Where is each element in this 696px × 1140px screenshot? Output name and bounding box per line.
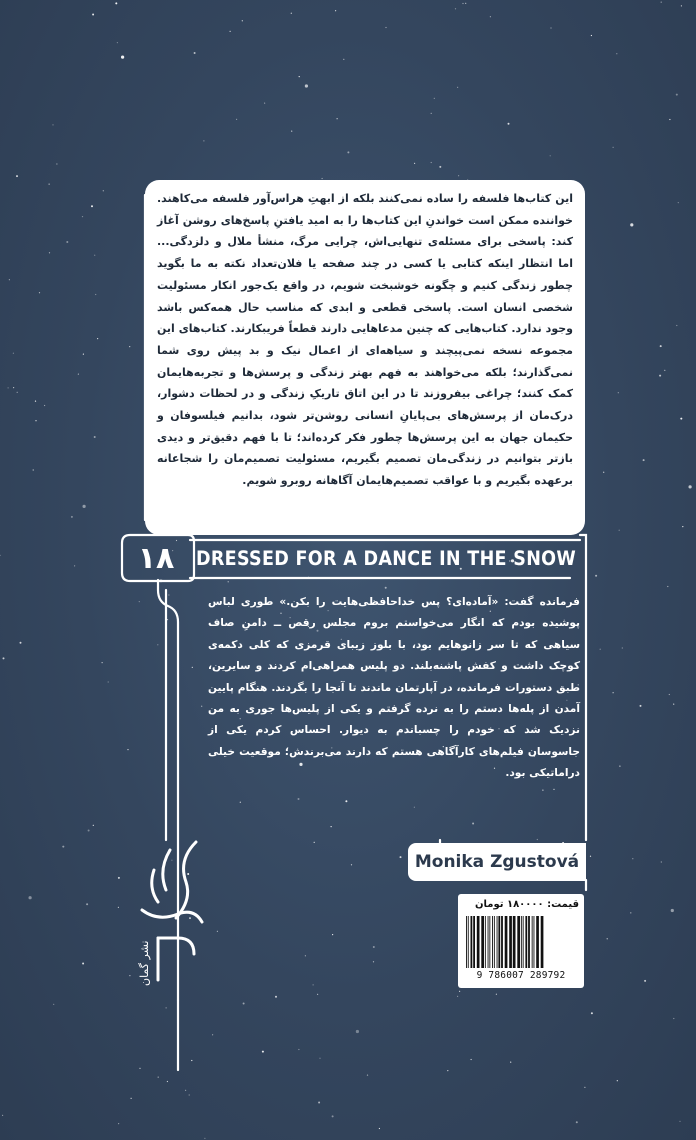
book-excerpt	[208, 592, 580, 837]
barcode-bar	[525, 916, 527, 968]
barcode-bar	[497, 916, 498, 968]
barcode-bar	[534, 916, 535, 968]
barcode-bar	[488, 916, 489, 968]
barcode-bar	[541, 916, 544, 968]
price-barcode-box	[458, 894, 584, 988]
barcode-bar	[509, 916, 512, 968]
barcode-bar	[536, 916, 539, 968]
barcode-bar	[513, 916, 516, 968]
barcode-bar	[532, 916, 533, 968]
series-number: ۱۸	[137, 540, 175, 576]
barcode	[464, 916, 578, 968]
barcode-bar	[523, 916, 524, 968]
series-description-panel	[145, 180, 585, 535]
barcode-bar	[517, 916, 520, 968]
publisher-name: نشر گمان	[138, 940, 151, 986]
series-logo	[118, 830, 218, 995]
barcode-bar	[466, 916, 467, 968]
barcode-bar	[471, 916, 473, 968]
barcode-bar	[473, 916, 475, 968]
isbn-number: 9 786007 289792	[476, 970, 566, 981]
series-description-text: این کتاب‌ها فلسفه را ساده نمی‌کنند بلکه از ابهتِ هراس‌آور فلسفه می‌کاهند. خواننده ممکن است خواندنِ این کتاب‌ها را به امید یافتنِ پاسخ‌های روشن آغاز کند: پاسخی برای مسئله‌ی تنهایی‌اش، چرایی مرگ، منشأ ملال و دلزدگی... اما انتظار اینکه کتابی یا کسی در چند صفحه یا فلان‌تعداد نکته به ما بگوید چطور زندگی کنیم و چگونه خوشبخت شویم، در واقع یک‌جور انکار مسئولیت شخصی انسان است. پاسخی قطعی و ابدی که مناسب حال همه‌کس باشد وجود ندارد. کتاب‌هایی که چنین مدعاهایی دارند قطعاً فریبکارند. کتاب‌های این مجموعه نسخه نمی‌پیچند و سیاهه‌ای از اعمال نیک و بد پیش روی شما نمی‌گذارند؛ بلکه می‌خواهند به فهم بهتر زندگی و پرسش‌ها و تجربه‌هایمان کمک کنند؛ چراغی بیفروزند تا در این اتاق تاریکِ زندگی و در لحظات دشوار، درک‌مان از پرسش‌های بی‌پایانِ انسانی روشن‌تر شود، بدانیم فیلسوفان و حکیمان جهان به این پرسش‌ها چطور فکر کرده‌اند؛ تا با فهم دقیق‌تر و دیدی بازتر بتوانیم در زندگی‌مان تصمیم بگیریم، مسئولیت تصمیم‌مان را شجاعانه برعهده بگیریم و با عواقب تصمیم‌هایمان آگاهانه روبرو شویم.	[157, 192, 573, 488]
barcode-bar	[498, 916, 500, 968]
barcode-bar	[485, 916, 486, 968]
barcode-bar	[477, 916, 480, 968]
barcode-bar	[501, 916, 503, 968]
book-title: DRESSED FOR A DANCE IN THE SNOW	[196, 547, 577, 570]
excerpt-text: فرمانده گفت: «آماده‌ای؟ پس خداحافظی‌هایت را بکن.» طوری لباس پوشیده بودم که انگار می‌خواستم بروم مجلس رقص ــ دامنِ صاف سیاهی که تا سر زانوهایم بود، با بلوز زیبای قرمزی که کلی دکمه‌ی کوچک داشت و کفش پاشنه‌بلند. دو پلیس همراهی‌ام کردند و سایرین، طبق دستورات فرمانده، در آپارتمان ماندند تا آنجا را بگردند. هنگام پایین آمدن از پله‌ها دستم را به نرده گرفتم و یکی از پلیس‌ها جوری به من نزدیک شد که خودم را چسباندم به دیوار. احساس کردم یکی از جاسوسان فیلم‌های کارآگاهی هستم که دارند می‌برندش؛ موقعیت خیلی دراماتیکی بود.	[208, 596, 580, 780]
barcode-bar	[489, 916, 490, 968]
author-name: Monika Zgustová	[408, 843, 586, 881]
barcode-bar	[528, 916, 530, 968]
price-label: قیمت: ۱۸۰۰۰۰ تومان	[474, 899, 579, 910]
barcode-bar	[468, 916, 469, 968]
barcode-bar	[494, 916, 495, 968]
barcode-bar	[521, 916, 522, 968]
barcode-bar	[481, 916, 484, 968]
barcode-bar	[492, 916, 493, 968]
barcode-bar	[505, 916, 508, 968]
